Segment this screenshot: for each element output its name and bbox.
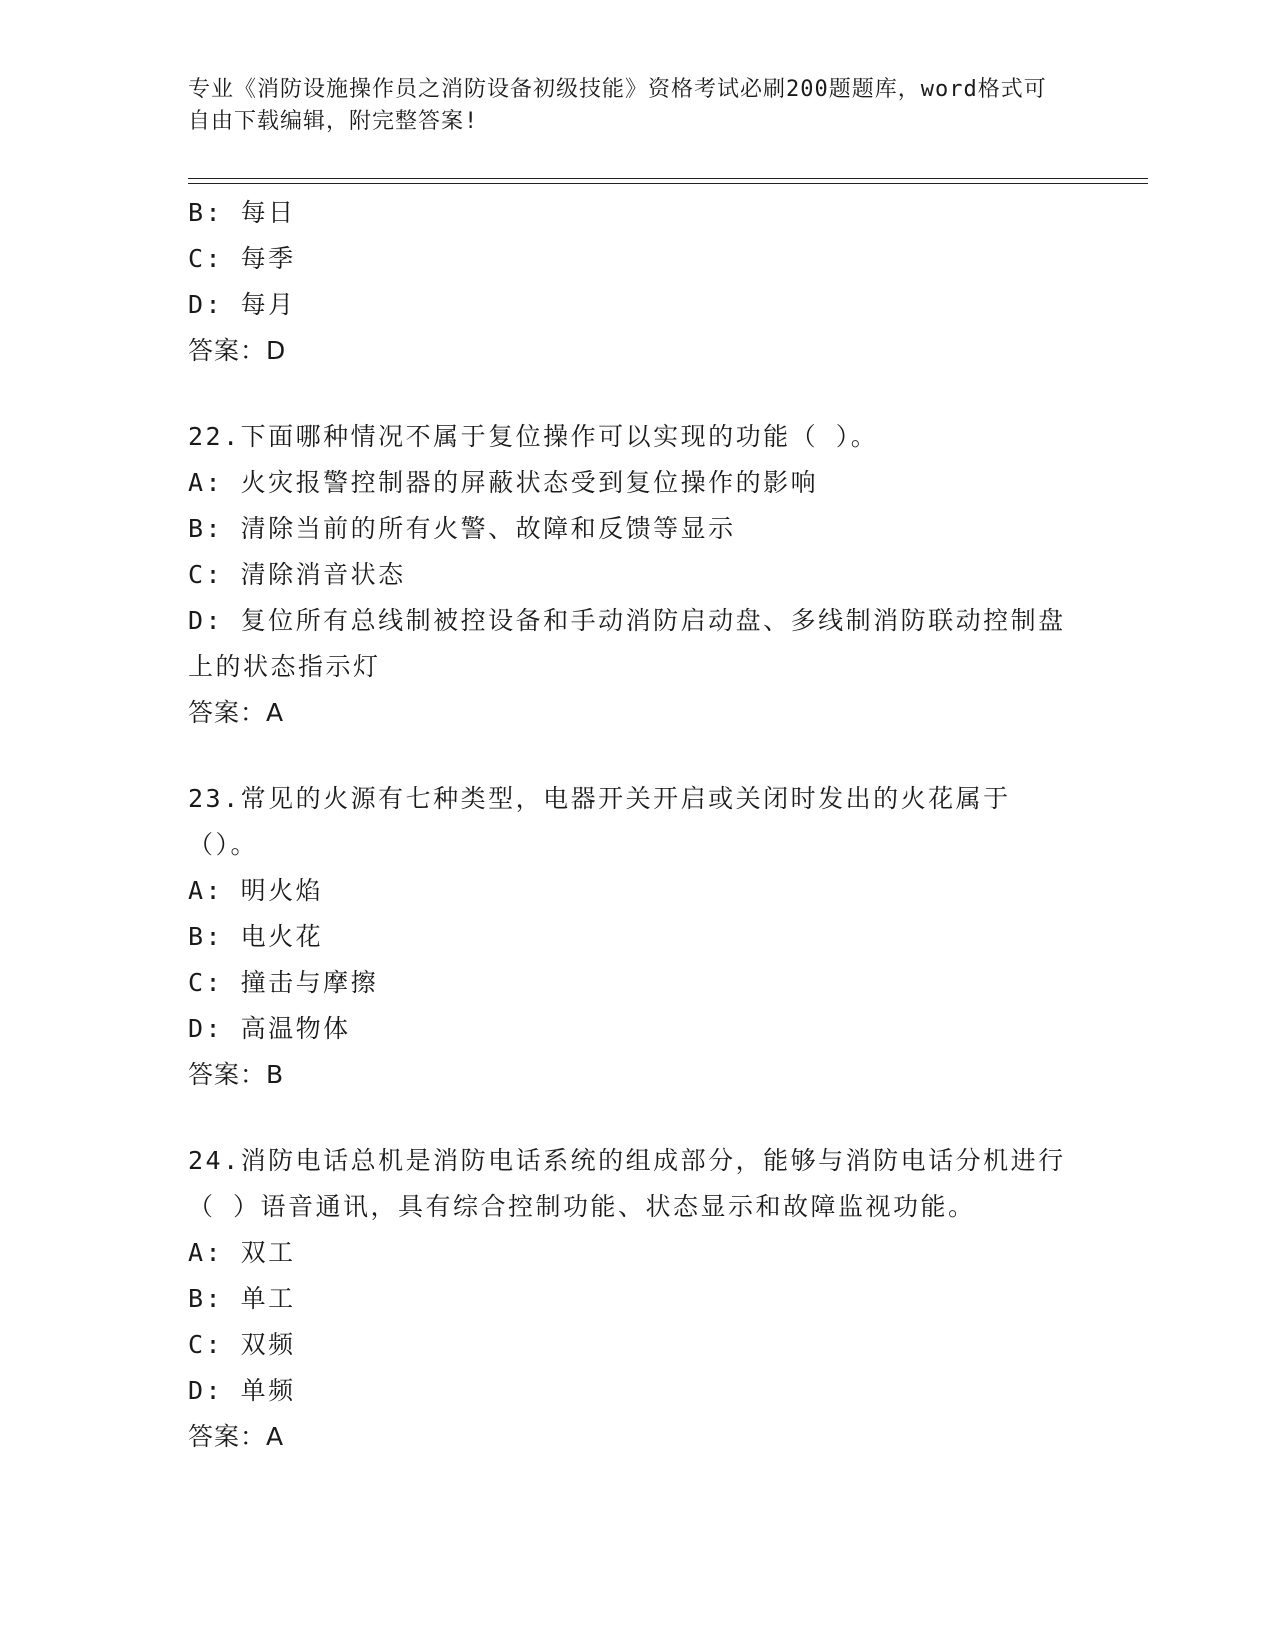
answer-line: 答案：D bbox=[188, 336, 287, 365]
option-a: A: 火灾报警控制器的屏蔽状态受到复位操作的影响 bbox=[188, 468, 819, 497]
question-list bbox=[188, 190, 1078, 1460]
answer-line: 答案：A bbox=[188, 1422, 285, 1451]
question-stem: 22.下面哪种情况不属于复位操作可以实现的功能（ ）。 bbox=[188, 422, 879, 451]
header-rule-top bbox=[188, 178, 1148, 179]
header-rule-bottom bbox=[188, 183, 1148, 184]
spacer bbox=[188, 736, 1078, 776]
question-23 bbox=[188, 776, 1078, 1098]
option-d: D: 每月 bbox=[188, 290, 296, 319]
option-d: D: 复位所有总线制被控设备和手动消防启动盘、多线制消防联动控制盘上的状态指示灯 bbox=[188, 606, 1066, 681]
option-b: B: 清除当前的所有火警、故障和反馈等显示 bbox=[188, 514, 736, 543]
option-b: B: 每日 bbox=[188, 198, 296, 227]
question-stem: 23.常见的火源有七种类型，电器开关开启或关闭时发出的火花属于（）。 bbox=[188, 784, 1011, 859]
option-d: D: 单频 bbox=[188, 1376, 296, 1405]
question-22 bbox=[188, 414, 1078, 736]
question-stem: 24.消防电话总机是消防电话系统的组成部分，能够与消防电话分机进行（ ）语音通讯，具有综合控制功能、状态显示和故障监视功能。 bbox=[188, 1146, 1066, 1221]
question-24 bbox=[188, 1138, 1078, 1460]
answer-line: 答案：A bbox=[188, 698, 285, 727]
answer-line: 答案：B bbox=[188, 1060, 285, 1089]
spacer bbox=[188, 374, 1078, 414]
option-c: C: 清除消音状态 bbox=[188, 560, 406, 589]
option-b: B: 电火花 bbox=[188, 922, 324, 951]
question-21-tail bbox=[188, 190, 1078, 374]
option-b: B: 单工 bbox=[188, 1284, 296, 1313]
spacer bbox=[188, 1098, 1078, 1138]
option-c: C: 每季 bbox=[188, 244, 296, 273]
option-a: A: 双工 bbox=[188, 1238, 296, 1267]
option-d: D: 高温物体 bbox=[188, 1014, 351, 1043]
option-a: A: 明火焰 bbox=[188, 876, 324, 905]
document-header: 专业《消防设施操作员之消防设备初级技能》资格考试必刷200题题库，word格式可自由下载编辑，附完整答案! bbox=[188, 77, 1047, 134]
option-c: C: 撞击与摩擦 bbox=[188, 968, 379, 997]
option-c: C: 双频 bbox=[188, 1330, 296, 1359]
